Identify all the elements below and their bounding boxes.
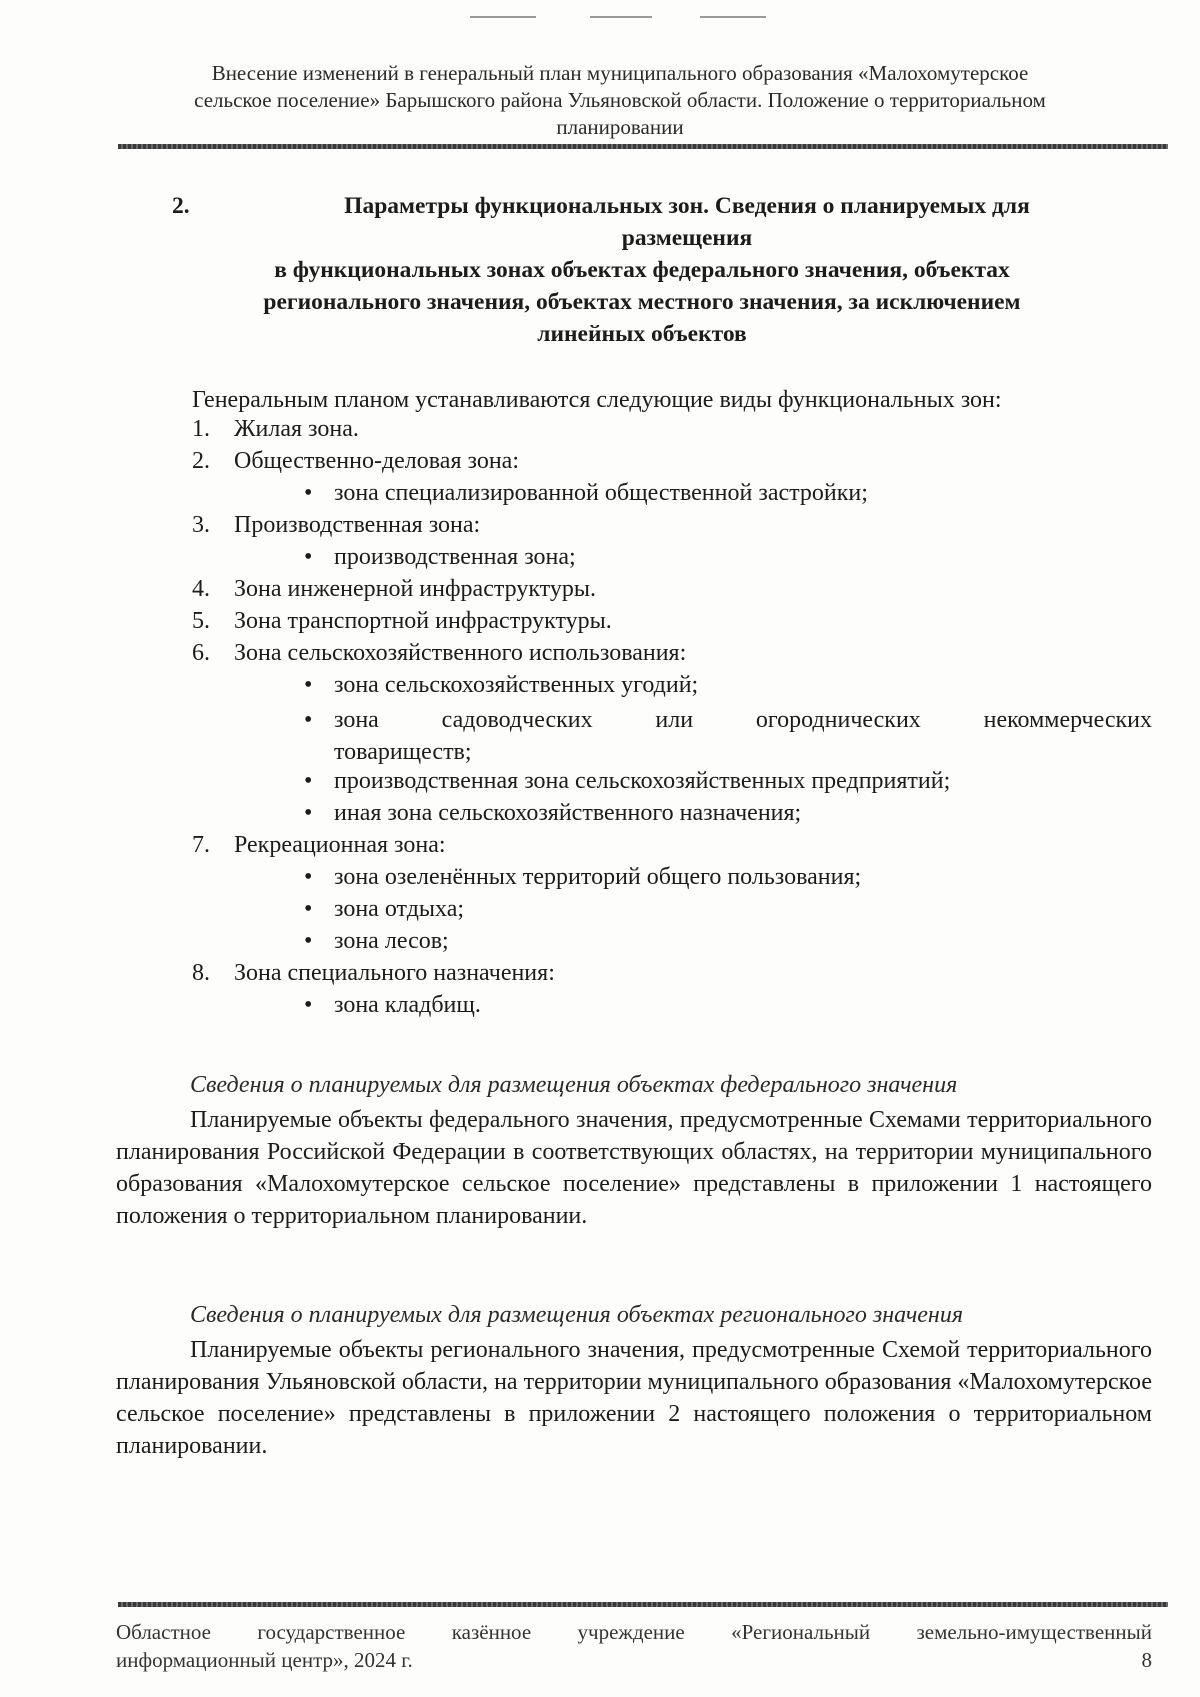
zone-subitem bbox=[304, 928, 1194, 955]
page-number: 8 bbox=[1141, 1648, 1152, 1672]
zone-subitem bbox=[304, 672, 1194, 699]
zone-item bbox=[192, 416, 1152, 443]
zone-number: 2. bbox=[192, 448, 210, 474]
zone-subitem-text: зона отдыха; bbox=[334, 896, 465, 922]
zone-subitem bbox=[304, 480, 1194, 507]
footer-organization: Областное государственное казённое учреждение «Региональный земельно-имущественный bbox=[116, 1620, 1152, 1644]
zone-label: Производственная зона: bbox=[234, 512, 481, 538]
zone-subitem bbox=[304, 544, 1194, 571]
running-header-line: планировании bbox=[556, 115, 684, 139]
bullet-icon: • bbox=[304, 992, 313, 1018]
zone-subitem-text: зона садоводческих или огороднических некоммерческих товариществ; bbox=[334, 707, 1152, 765]
bullet-icon: • bbox=[304, 544, 313, 570]
scan-mark bbox=[470, 16, 536, 18]
zone-item bbox=[192, 448, 1152, 475]
zone-label: Зона транспортной инфраструктуры. bbox=[234, 608, 612, 634]
zone-subitem-text: зона озеленённых территорий общего пользования; bbox=[334, 864, 862, 890]
zone-item bbox=[192, 512, 1152, 539]
zone-item bbox=[192, 608, 1152, 635]
zone-number: 1. bbox=[192, 416, 210, 442]
bullet-icon: • bbox=[304, 768, 313, 794]
section-title bbox=[172, 190, 1132, 254]
zone-subitem-text: зона кладбищ. bbox=[334, 992, 481, 1018]
zone-item bbox=[192, 832, 1152, 859]
scan-mark bbox=[700, 16, 766, 18]
zone-item bbox=[192, 640, 1152, 667]
zone-number: 6. bbox=[192, 640, 210, 666]
section-title-line: в функциональных зонах объектах федерального значения, объектах bbox=[274, 257, 1010, 283]
zone-subitem-text: зона лесов; bbox=[334, 928, 449, 954]
zone-number: 5. bbox=[192, 608, 210, 634]
scan-mark bbox=[590, 16, 652, 18]
header-divider bbox=[118, 144, 1168, 149]
zone-subitem bbox=[304, 704, 1152, 768]
section-number: 2. bbox=[172, 193, 190, 219]
federal-objects-paragraph: Планируемые объекты федерального значения, предусмотренные Схемами территориального планирования Российской Федерации в соответствующих областях, на территории муниципального образования «Малохомутерское сельское поселение» представлены в приложении 1 настоящего положения о территориальном планировании. bbox=[116, 1107, 1152, 1229]
zone-label: Зона инженерной инфраструктуры. bbox=[234, 576, 596, 602]
zone-item bbox=[192, 576, 1152, 603]
bullet-icon: • bbox=[304, 928, 313, 954]
page-footer bbox=[116, 1618, 1152, 1674]
bullet-icon: • bbox=[304, 896, 313, 922]
federal-objects-heading: Сведения о планируемых для размещения объектах федерального значения bbox=[190, 1072, 958, 1098]
bullet-icon: • bbox=[304, 480, 313, 506]
zone-number: 8. bbox=[192, 960, 210, 986]
running-header-line: Внесение изменений в генеральный план муниципального образования «Малохомутерское bbox=[211, 61, 1029, 85]
bullet-icon: • bbox=[304, 800, 313, 826]
zone-subitem-text: производственная зона сельскохозяйственных предприятий; bbox=[334, 768, 951, 794]
zone-subitem bbox=[304, 800, 1194, 827]
bullet-icon: • bbox=[304, 672, 313, 698]
section-title-continued bbox=[152, 254, 1132, 350]
zone-number: 4. bbox=[192, 576, 210, 602]
regional-objects-paragraph: Планируемые объекты регионального значения, предусмотренные Схемой территориального планирования Ульяновской области, на территории муниципального образования «Малохомутерское сельское поселение» представлены в приложении 2 настоящего положения о территориальном планировании. bbox=[116, 1337, 1152, 1459]
zone-label: Зона сельскохозяйственного использования: bbox=[234, 640, 687, 666]
zone-subitem bbox=[304, 864, 1194, 891]
zone-item bbox=[192, 960, 1152, 987]
zone-label: Зона специального назначения: bbox=[234, 960, 555, 986]
zone-subitem-text: производственная зона; bbox=[334, 544, 576, 570]
zone-subitem-text: зона сельскохозяйственных угодий; bbox=[334, 672, 699, 698]
section-title-line: линейных объектов bbox=[537, 321, 747, 347]
zone-number: 7. bbox=[192, 832, 210, 858]
footer-divider bbox=[118, 1602, 1168, 1607]
section-heading bbox=[172, 190, 1132, 350]
zone-label: Рекреационная зона: bbox=[234, 832, 446, 858]
section-title-line: размещения bbox=[621, 225, 753, 251]
bullet-icon: • bbox=[304, 707, 313, 733]
section-title-line: регионального значения, объектах местного значения, за исключением bbox=[263, 289, 1021, 315]
section-title-line: Параметры функциональных зон. Сведения о планируемых для bbox=[344, 193, 1030, 219]
footer-line bbox=[116, 1646, 1152, 1674]
zones-intro: Генеральным планом устанавливаются следующие виды функциональных зон: bbox=[192, 387, 1002, 413]
bullet-icon: • bbox=[304, 864, 313, 890]
regional-objects-heading: Сведения о планируемых для размещения объектах регионального значения bbox=[190, 1302, 963, 1328]
running-header-line: сельское поселение» Барышского района Ульяновской области. Положение о территориальном bbox=[194, 88, 1046, 112]
zone-subitem-text: иная зона сельскохозяйственного назначения; bbox=[334, 800, 802, 826]
running-header bbox=[120, 60, 1120, 141]
zone-subitem bbox=[304, 992, 1194, 1019]
zone-subitem bbox=[304, 768, 1134, 795]
zone-label: Общественно-деловая зона: bbox=[234, 448, 519, 474]
zone-subitem bbox=[304, 896, 1194, 923]
footer-organization-year: информационный центр», 2024 г. bbox=[116, 1648, 413, 1672]
zone-number: 3. bbox=[192, 512, 210, 538]
zone-label: Жилая зона. bbox=[234, 416, 359, 442]
zone-subitem-text: зона специализированной общественной застройки; bbox=[334, 480, 868, 506]
